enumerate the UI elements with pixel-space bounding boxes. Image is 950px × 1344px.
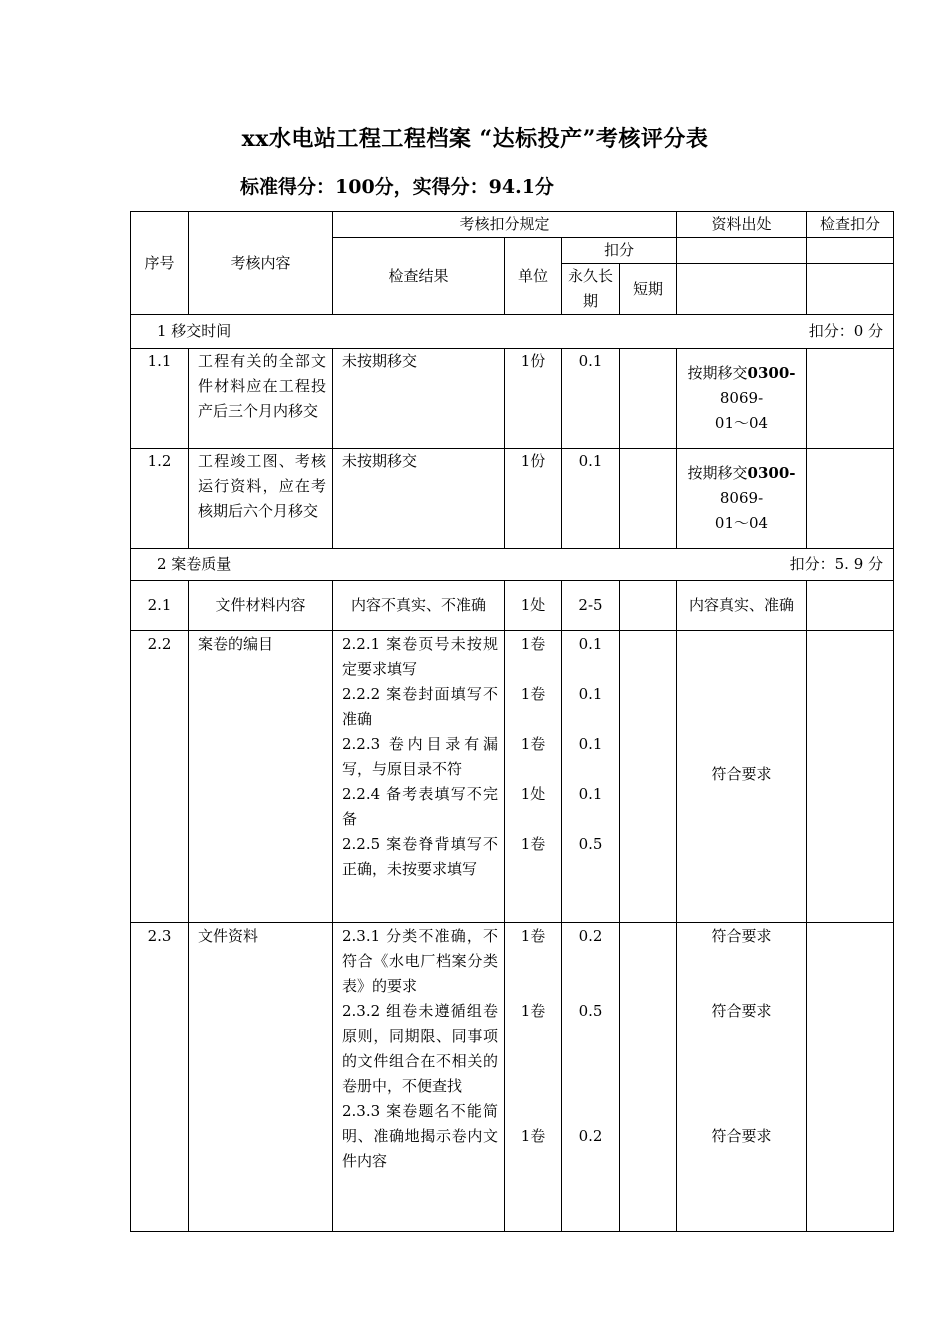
section-deduct: 扣分：0 分	[808, 322, 884, 340]
list-item: 2.2.5 案卷脊背填写不正确，未按要求填写	[342, 835, 498, 878]
row-unit-list: 1卷 1卷 1卷	[505, 923, 562, 1232]
row-permanent: 0.1	[562, 449, 620, 549]
row-seq: 2.2	[131, 631, 189, 923]
assessment-table	[130, 211, 894, 1232]
header-content: 考核内容	[189, 212, 333, 315]
row-source: 符合要求	[677, 631, 807, 923]
list-item: 2.2.2 案卷封面填写不准确	[342, 685, 498, 728]
row-seq: 2.1	[131, 581, 189, 631]
row-seq: 1.2	[131, 449, 189, 549]
header-seq: 序号	[131, 212, 189, 315]
section-title: 2 案卷质量	[157, 555, 232, 573]
row-content: 工程有关的全部文件材料应在工程投产后三个月内移交	[189, 349, 333, 449]
row-seq: 1.1	[131, 349, 189, 449]
table-row	[131, 631, 894, 923]
list-item: 2.2.4 备考表填写不完备	[342, 785, 498, 828]
list-item: 2.2.1 案卷页号未按规定要求填写	[342, 635, 498, 678]
row-unit-list: 1卷 1卷 1卷 1处 1卷	[505, 631, 562, 923]
header-deduct: 扣分	[562, 238, 677, 264]
list-item: 2.2.3 卷内目录有漏写，与原目录不符	[342, 735, 498, 778]
row-result: 未按期移交	[333, 449, 505, 549]
row-permanent: 0.1	[562, 349, 620, 449]
section-header-2	[131, 549, 894, 581]
row-content: 文件资料	[189, 923, 333, 1232]
row-result: 内容不真实、不准确	[333, 581, 505, 631]
row-unit: 1处	[505, 581, 562, 631]
row-permanent-list: 0.2 0.5 0.2	[562, 923, 620, 1232]
row-source-list: 符合要求 符合要求 符合要求	[677, 923, 807, 1232]
list-item: 2.3.3 案卷题名不能简明、准确地揭示卷内文件内容	[342, 1102, 498, 1170]
list-item: 2.3.1 分类不准确，不符合《水电厂档案分类表》的要求	[342, 927, 498, 995]
row-seq: 2.3	[131, 923, 189, 1232]
table-row	[131, 581, 894, 631]
header-result: 检查结果	[333, 238, 505, 315]
row-unit: 1份	[505, 449, 562, 549]
score-summary: 标准得分：100分，实得分：94.1分	[240, 176, 554, 198]
section-deduct: 扣分：5. 9 分	[789, 555, 884, 573]
row-content: 文件材料内容	[189, 581, 333, 631]
row-unit: 1份	[505, 349, 562, 449]
document-title: xx水电站工程工程档案 “达标投产”考核评分表	[241, 126, 709, 152]
row-result-list	[333, 923, 505, 1232]
row-result-list	[333, 631, 505, 923]
section-title: 1 移交时间	[157, 322, 232, 340]
header-rules: 考核扣分规定	[333, 212, 677, 238]
table-row	[131, 923, 894, 1232]
section-header-1	[131, 315, 894, 349]
list-item: 2.3.2 组卷未遵循组卷原则，同期限、同事项的文件组合在不相关的卷册中，不便查找	[342, 1002, 498, 1095]
row-content: 工程竣工图、考核运行资料，应在考核期后六个月移交	[189, 449, 333, 549]
header-unit: 单位	[505, 238, 562, 315]
row-permanent: 2-5	[562, 581, 620, 631]
header-permanent: 永久长期	[562, 264, 620, 315]
header-short: 短期	[620, 264, 677, 315]
row-source: 按期移交0300- 8069- 01～04	[677, 349, 807, 449]
table-row	[131, 449, 894, 549]
row-source: 按期移交0300- 8069- 01～04	[677, 449, 807, 549]
row-permanent-list: 0.1 0.1 0.1 0.1 0.5	[562, 631, 620, 923]
row-source: 内容真实、准确	[677, 581, 807, 631]
row-content: 案卷的编目	[189, 631, 333, 923]
header-check: 检查扣分	[807, 212, 894, 238]
header-source: 资料出处	[677, 212, 807, 238]
row-result: 未按期移交	[333, 349, 505, 449]
table-row	[131, 349, 894, 449]
